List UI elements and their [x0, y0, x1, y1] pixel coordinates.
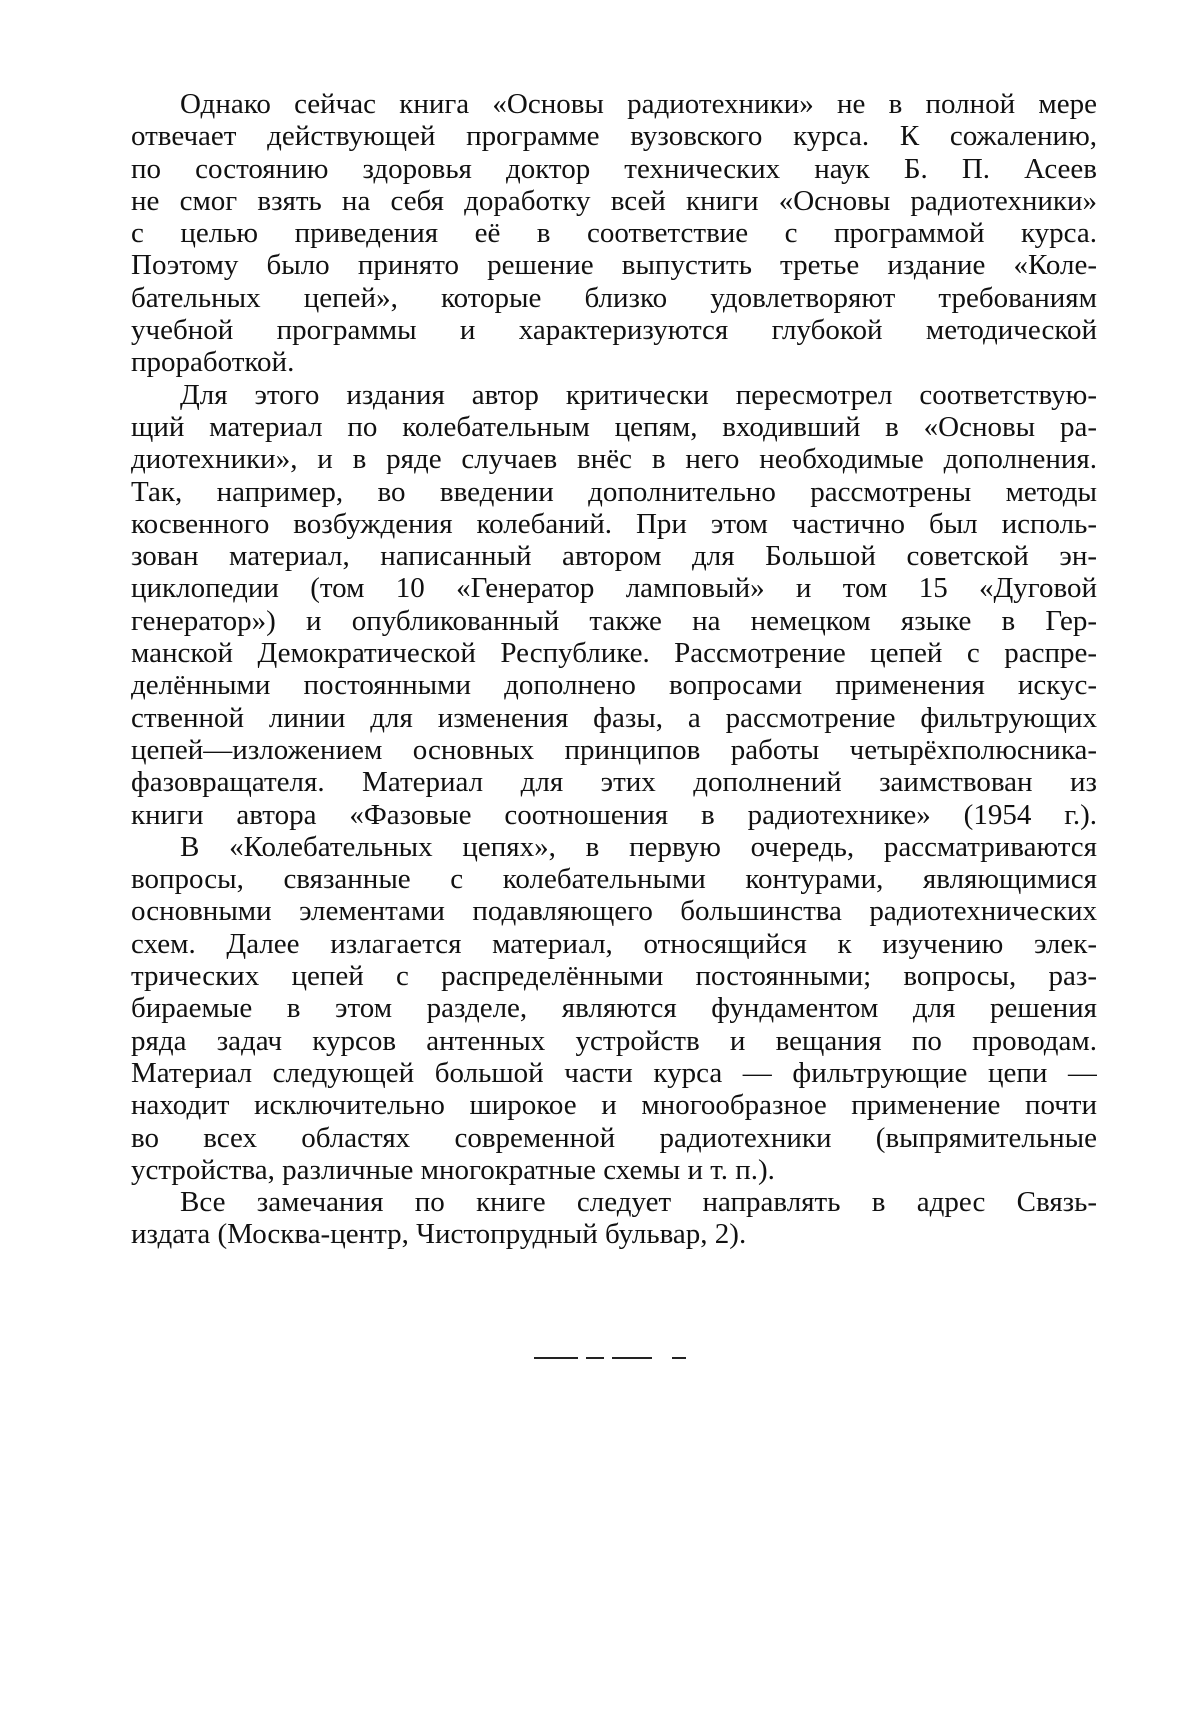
paragraph-1-line-6: Поэтому было принято решение выпустить третье издание «Коле-: [131, 249, 1097, 282]
rule-segment: [612, 1357, 652, 1359]
paragraph-2-line-2: щий материал по колебательным цепям, входивший в «Основы ра-: [131, 410, 1097, 443]
paragraph-2-line-6: зован материал, написанный автором для Большой советской эн-: [131, 540, 1097, 573]
paragraph-3-line-1: В «Колебательных цепях», в первую очередь, рассматриваются: [180, 830, 1097, 863]
paragraph-2-line-3: диотехники», и в ряде случаев внёс в него необходимые дополнения.: [131, 443, 1097, 476]
paragraph-1-line-2: отвечает действующей программе вузовского курса. К сожалению,: [131, 120, 1097, 153]
body-text: [131, 88, 1097, 1251]
paragraph-3-line-6: бираемые в этом разделе, являются фундаментом для решения: [131, 992, 1097, 1025]
paragraph-3-line-10: во всех областях современной радиотехники (выпрямительные: [131, 1121, 1097, 1154]
paragraph-1-line-1: Однако сейчас книга «Основы радиотехники» не в полной мере: [180, 88, 1097, 120]
paragraph-3-line-4: схем. Далее излагается материал, относящийся к изучению элек-: [131, 927, 1097, 960]
paragraph-2-line-14: книги автора «Фазовые соотношения в радиотехнике» (1954 г.).: [131, 798, 1097, 831]
paragraph-1-line-7: бательных цепей», которые близко удовлетворяют требованиям: [131, 281, 1097, 314]
paragraph-2-line-7: циклопедии (том 10 «Генератор ламповый» и том 15 «Дуговой: [131, 572, 1097, 605]
paragraph-2-line-9: манской Демократической Республике. Рассмотрение цепей с распре-: [131, 637, 1097, 670]
paragraph-3-line-3: основными элементами подавляющего большинства радиотехнических: [131, 895, 1097, 928]
paragraph-2-line-1: Для этого издания автор критически пересмотрел соответствую-: [180, 378, 1097, 411]
paragraph-2-line-4: Так, например, во введении дополнительно рассмотрены методы: [131, 475, 1097, 508]
paragraph-3-line-7: ряда задач курсов антенных устройств и вещания по проводам.: [131, 1024, 1097, 1057]
rule-segment: [534, 1357, 578, 1359]
section-end-rule: [534, 1357, 686, 1359]
rule-segment: [586, 1357, 604, 1359]
paragraph-4-line-2: издата (Москва-центр, Чистопрудный бульвар, 2).: [131, 1218, 747, 1251]
paragraph-3-line-11: устройства, различные многократные схемы и т. п.).: [131, 1153, 775, 1186]
paragraph-2-line-11: ственной линии для изменения фазы, а рассмотрение фильтрующих: [131, 701, 1097, 734]
paragraph-3-line-9: находит исключительно широкое и многообразное применение почти: [131, 1089, 1097, 1122]
paragraph-1-line-9: проработкой.: [131, 346, 295, 379]
paragraph-2-line-5: косвенного возбуждения колебаний. При этом частично был исполь-: [131, 507, 1097, 540]
paragraph-2-line-8: генератор») и опубликованный также на немецком языке в Гер-: [131, 604, 1097, 637]
paragraph-3-line-8: Материал следующей большой части курса — фильтрующие цепи —: [131, 1056, 1097, 1089]
paragraph-1-line-8: учебной программы и характеризуются глубокой методической: [131, 314, 1097, 347]
paragraph-1-line-3: по состоянию здоровья доктор технических наук Б. П. Асеев: [131, 152, 1097, 185]
paragraph-1-line-5: с целью приведения её в соответствие с программой курса.: [131, 217, 1097, 250]
paragraph-3-line-2: вопросы, связанные с колебательными контурами, являющимися: [131, 863, 1097, 896]
rule-segment: [672, 1357, 686, 1359]
paragraph-2-line-10: делёнными постоянными дополнено вопросами применения искус-: [131, 669, 1097, 702]
paragraph-2-line-13: фазовращателя. Материал для этих дополнений заимствован из: [131, 766, 1097, 799]
paragraph-4-line-1: Все замечания по книге следует направлять в адрес Связь-: [180, 1186, 1097, 1219]
paragraph-1-line-4: не смог взять на себя доработку всей книги «Основы радиотехники»: [131, 184, 1097, 217]
paragraph-2-line-12: цепей—изложением основных принципов работы четырёхполюсника-: [131, 733, 1097, 766]
paragraph-3-line-5: трических цепей с распределёнными постоянными; вопросы, раз-: [131, 960, 1097, 993]
